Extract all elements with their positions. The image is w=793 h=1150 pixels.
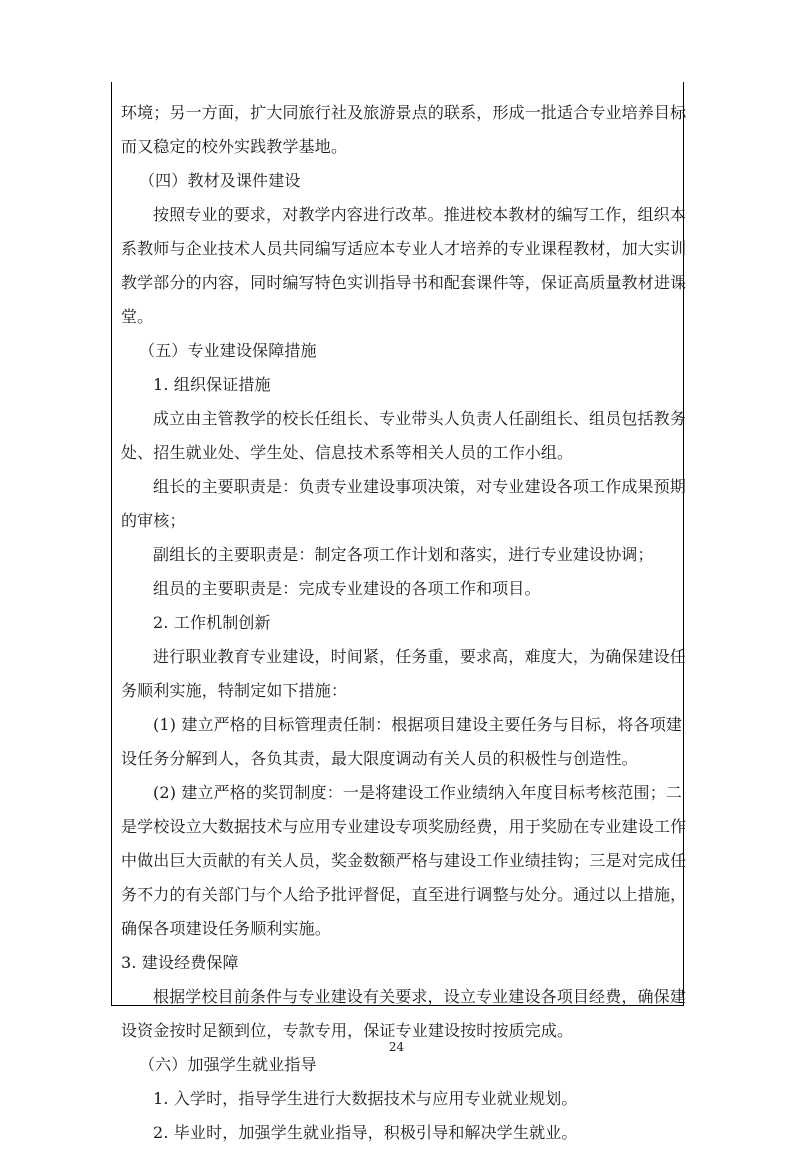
text-line: (1) 建立严格的目标管理责任制：根据项目建设主要任务与目标，将各项建 <box>153 715 683 734</box>
text-line: 中做出巨大贡献的有关人员，奖金数额严格与建设工作业绩挂钩；三是对完成任 <box>121 851 687 870</box>
text-line: 组员的主要职责是：完成专业建设的各项工作和项目。 <box>153 579 541 598</box>
text-line: 而又稳定的校外实践教学基地。 <box>121 137 348 156</box>
section-heading: （五）专业建设保障措施 <box>139 341 317 360</box>
text-line: (2) 建立严格的奖罚制度：一是将建设工作业绩纳入年度目标考核范围；二 <box>153 783 683 802</box>
text-line: 的审核； <box>121 511 186 530</box>
text-line: 进行职业教育专业建设，时间紧，任务重，要求高，难度大，为确保建设任 <box>153 647 686 666</box>
text-line: 按照专业的要求，对教学内容进行改革。推进校本教材的编写工作，组织本 <box>153 205 686 224</box>
text-line: 务顺利实施，特制定如下措施： <box>121 681 348 700</box>
text-line: 设任务分解到人，各负其责，最大限度调动有关人员的积极性与创造性。 <box>121 749 638 768</box>
text-line: 副组长的主要职责是：制定各项工作计划和落实，进行专业建设协调； <box>153 545 654 564</box>
subsection-heading: 3. 建设经费保障 <box>121 953 239 972</box>
text-line: 环境；另一方面，扩大同旅行社及旅游景点的联系，形成一批适合专业培养目标 <box>121 103 687 122</box>
text-line: 是学校设立大数据技术与应用专业建设专项奖励经费，用于奖励在专业建设工作 <box>121 817 687 836</box>
section-heading: （六）加强学生就业指导 <box>139 1055 317 1074</box>
text-line: 务不力的有关部门与个人给予批评督促，直至进行调整与处分。通过以上措施， <box>121 885 687 904</box>
text-line: 处、招生就业处、学生处、信息技术系等相关人员的工作小组。 <box>121 443 574 462</box>
text-line: 组长的主要职责是：负责专业建设事项决策，对专业建设各项工作成果预期 <box>153 477 686 496</box>
subsection-heading: 1. 组织保证措施 <box>153 375 271 394</box>
text-line: 系教师与企业技术人员共同编写适应本专业人才培养的专业课程教材，加大实训 <box>121 239 687 258</box>
text-line: 根据学校目前条件与专业建设有关要求，设立专业建设各项目经费，确保建 <box>153 987 686 1006</box>
text-line: 堂。 <box>121 307 154 326</box>
text-line: 确保各项建设任务顺利实施。 <box>121 919 331 938</box>
page-number: 24 <box>388 1040 405 1054</box>
text-line: 教学部分的内容，同时编写特色实训指导书和配套课件等，保证高质量教材进课 <box>121 273 687 292</box>
text-line: 设资金按时足额到位，专款专用，保证专业建设按时按质完成。 <box>121 1021 574 1040</box>
text-line: 1. 入学时，指导学生进行大数据技术与应用专业就业规划。 <box>153 1089 578 1108</box>
text-line: 成立由主管教学的校长任组长、专业带头人负责人任副组长、组员包括教务 <box>153 409 686 428</box>
subsection-heading: 2. 工作机制创新 <box>153 613 271 632</box>
text-line: 2. 毕业时，加强学生就业指导，积极引导和解决学生就业。 <box>153 1123 578 1142</box>
section-heading: （四）教材及课件建设 <box>139 171 301 190</box>
